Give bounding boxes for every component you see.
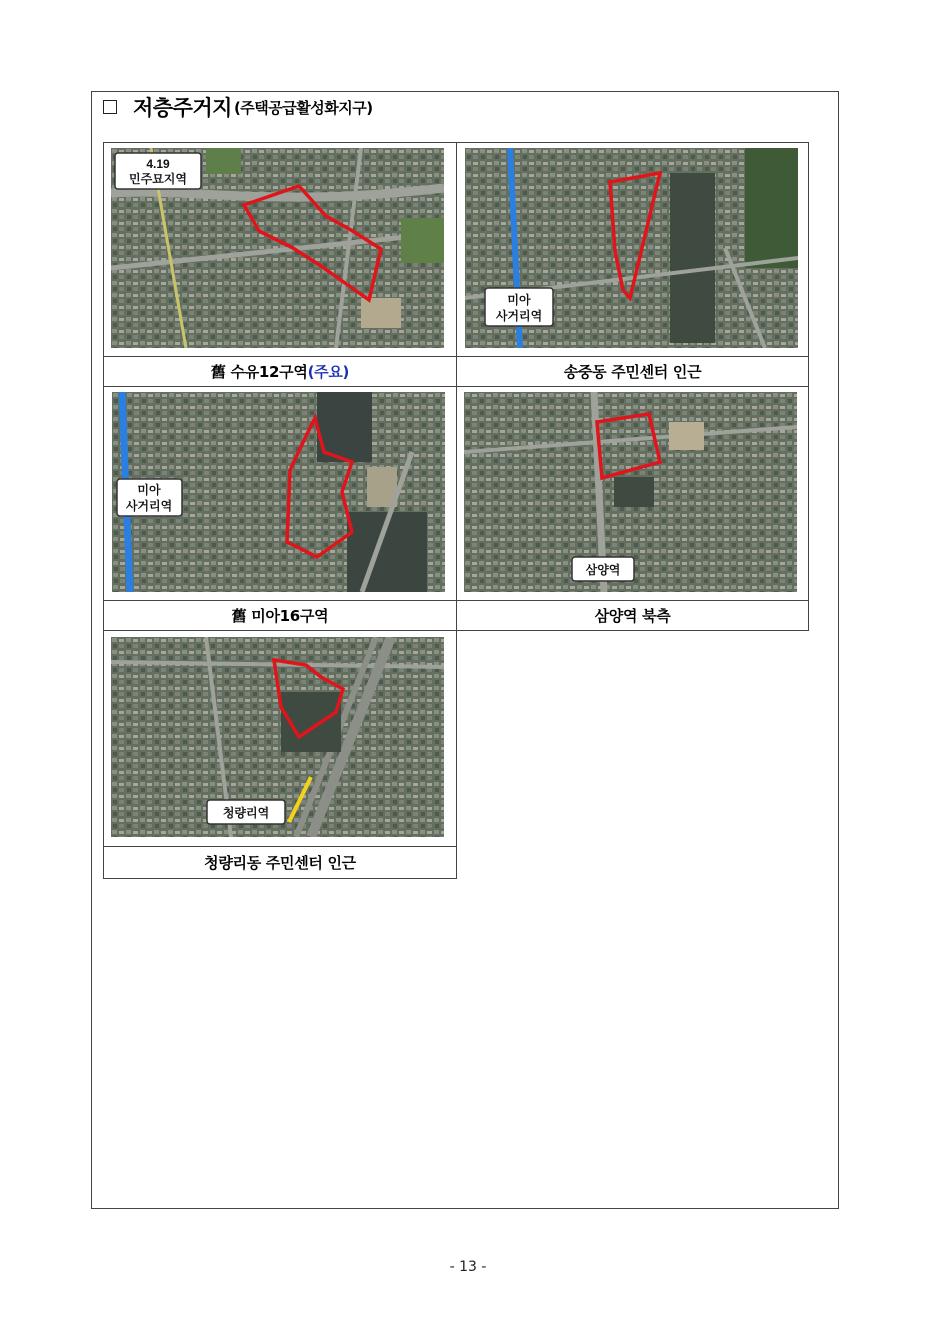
caption-samyang	[456, 600, 809, 631]
caption-text: 삼양역 북측	[594, 607, 671, 625]
caption-text: 청량리동 주민센터 인근	[204, 854, 356, 872]
section-title: 저층주거지	[133, 96, 232, 120]
caption-songjung	[456, 356, 809, 387]
caption-text: 舊 수유12구역	[210, 363, 308, 381]
caption-text: 송중동 주민센터 인근	[563, 363, 702, 381]
section-subtitle: (주택공급활성화지구)	[233, 98, 373, 117]
aerial-map-image	[112, 392, 445, 592]
aerial-map-image	[111, 637, 444, 837]
caption-text: 舊 미아16구역	[231, 607, 329, 625]
aerial-map-cheongnyangni	[111, 637, 444, 837]
aerial-map-songjung	[465, 148, 798, 348]
caption-cheongnyangni	[103, 846, 457, 879]
aerial-map-image	[111, 148, 444, 348]
aerial-map-image	[464, 392, 797, 592]
map-label-line1: 미아	[507, 293, 531, 307]
map-label-line2: 사거리역	[125, 499, 173, 513]
map-label-line2: 민주묘지역	[129, 172, 187, 186]
aerial-map-mia16	[112, 392, 445, 592]
map-label-line1: 미아	[137, 483, 161, 497]
aerial-map-suyu12	[111, 148, 444, 348]
checkbox-square-icon	[103, 100, 117, 114]
map-label-line1: 4.19	[146, 157, 170, 171]
aerial-map-samyang	[464, 392, 797, 592]
map-label-line1: 청량리역	[222, 806, 270, 820]
section-heading	[101, 95, 373, 119]
caption-mia16	[103, 600, 457, 631]
map-label-line1: 삼양역	[585, 563, 621, 577]
page-number: - 13 -	[449, 1259, 487, 1275]
caption-suyu12	[103, 356, 457, 387]
map-label-line2: 사거리역	[495, 309, 543, 323]
caption-highlight: (주요)	[307, 363, 350, 381]
aerial-map-image	[465, 148, 798, 348]
